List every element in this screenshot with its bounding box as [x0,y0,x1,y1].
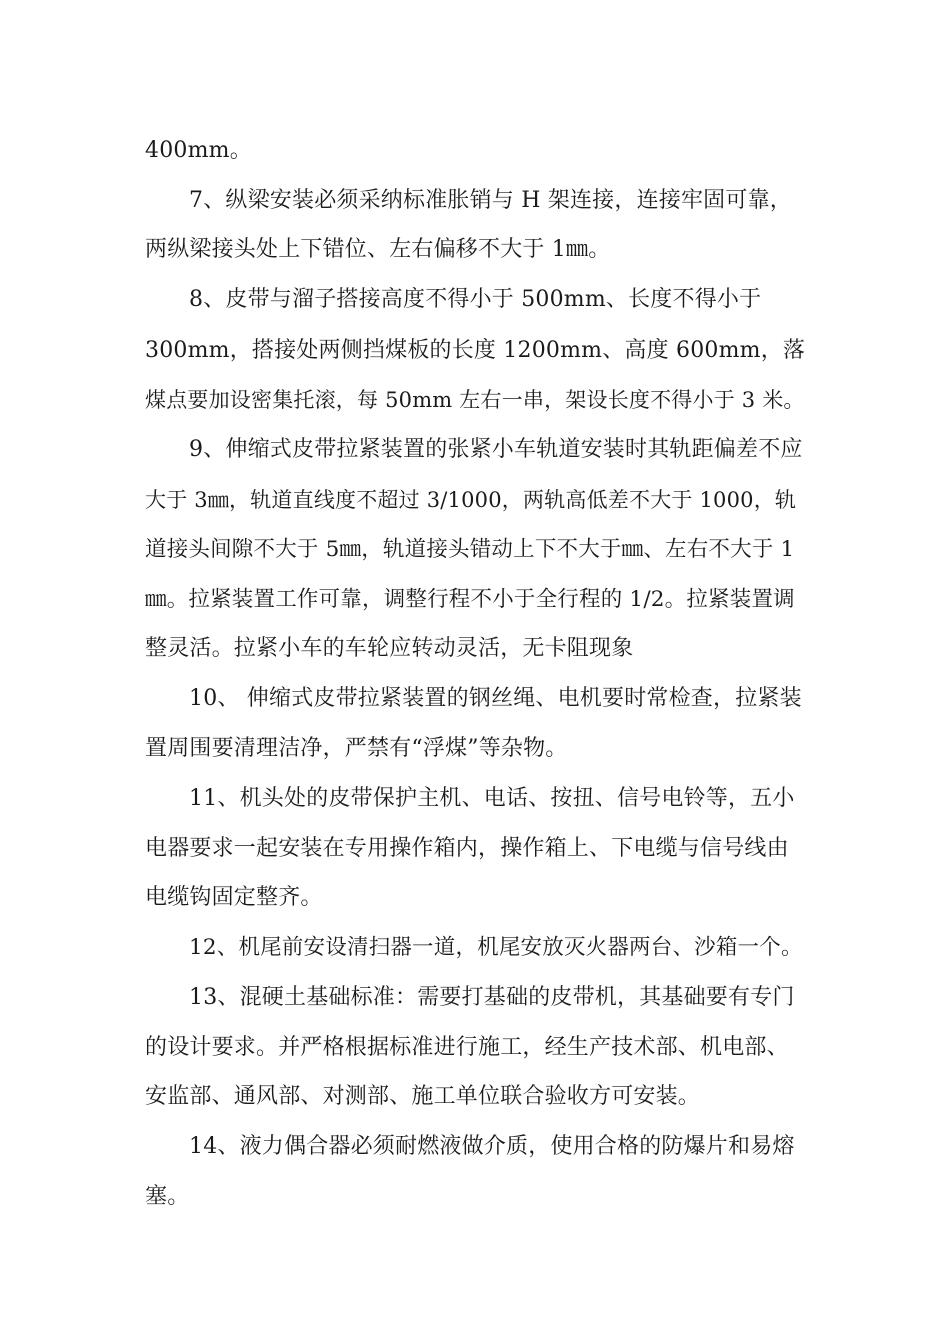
item-14-line: 14、液力偶合器必须耐燃液做介质，使用合格的防爆片和易熔 [189,1134,795,1159]
text-line: 电器要求一起安装在专用操作箱内，操作箱上、下电缆与信号线由 [145,836,789,861]
item-12-line: 12、机尾前安设清扫器一道，机尾安放灭火器两台、沙箱一个。 [189,935,803,960]
text-line: 道接头间隙不大于 5㎜，轨道接头错动上下不大于㎜、左右不大于 1 [145,537,795,562]
text-line: 整灵活。拉紧小车的车轮应转动灵活，无卡阻现象 [145,636,634,661]
text-line: 安监部、通风部、对测部、施工单位联合验收方可安装。 [145,1084,701,1109]
item-11-line: 11、机头处的皮带保护主机、电话、按扭、信号电铃等，五小 [189,786,795,811]
text-line: 两纵梁接头处上下错位、左右偏移不大于 1㎜。 [145,237,611,262]
text-line: 400mm。 [145,138,252,163]
item-7-line: 7、纵梁安装必须采纳标准胀销与 H 架连接，连接牢固可靠， [189,188,792,213]
text-line: 大于 3㎜，轨道直线度不超过 3/1000，两轨高低差不大于 1000，轨 [145,488,797,512]
text-line: 塞。 [145,1184,190,1209]
text-line: 300mm，搭接处两侧挡煤板的长度 1200mm、高度 600mm，落 [145,338,806,363]
item-13-line: 13、混硬土基础标准：需要打基础的皮带机，其基础要有专门 [189,985,795,1010]
text-line: 置周围要清理洁净，严禁有“浮煤”等杂物。 [145,736,568,761]
item-8-line: 8、皮带与溜子搭接高度不得小于 500mm、长度不得小于 [189,287,762,312]
item-10-line: 10、 伸缩式皮带拉紧装置的钢丝绳、电机要时常检查，拉紧装 [189,686,802,711]
text-line: 煤点要加设密集托滚，每 50mm 左右一串，架设长度不得小于 3 米。 [145,388,805,412]
item-9-line: 9、伸缩式皮带拉紧装置的张紧小车轨道安装时其轨距偏差不应 [189,437,803,462]
text-line: 的设计要求。并严格根据标准进行施工，经生产技术部、机电部、 [145,1035,789,1060]
text-line: 电缆钩固定整齐。 [145,885,323,910]
text-line: ㎜。拉紧装置工作可靠，调整行程不小于全行程的 1/2。拉紧装置调 [145,587,795,612]
